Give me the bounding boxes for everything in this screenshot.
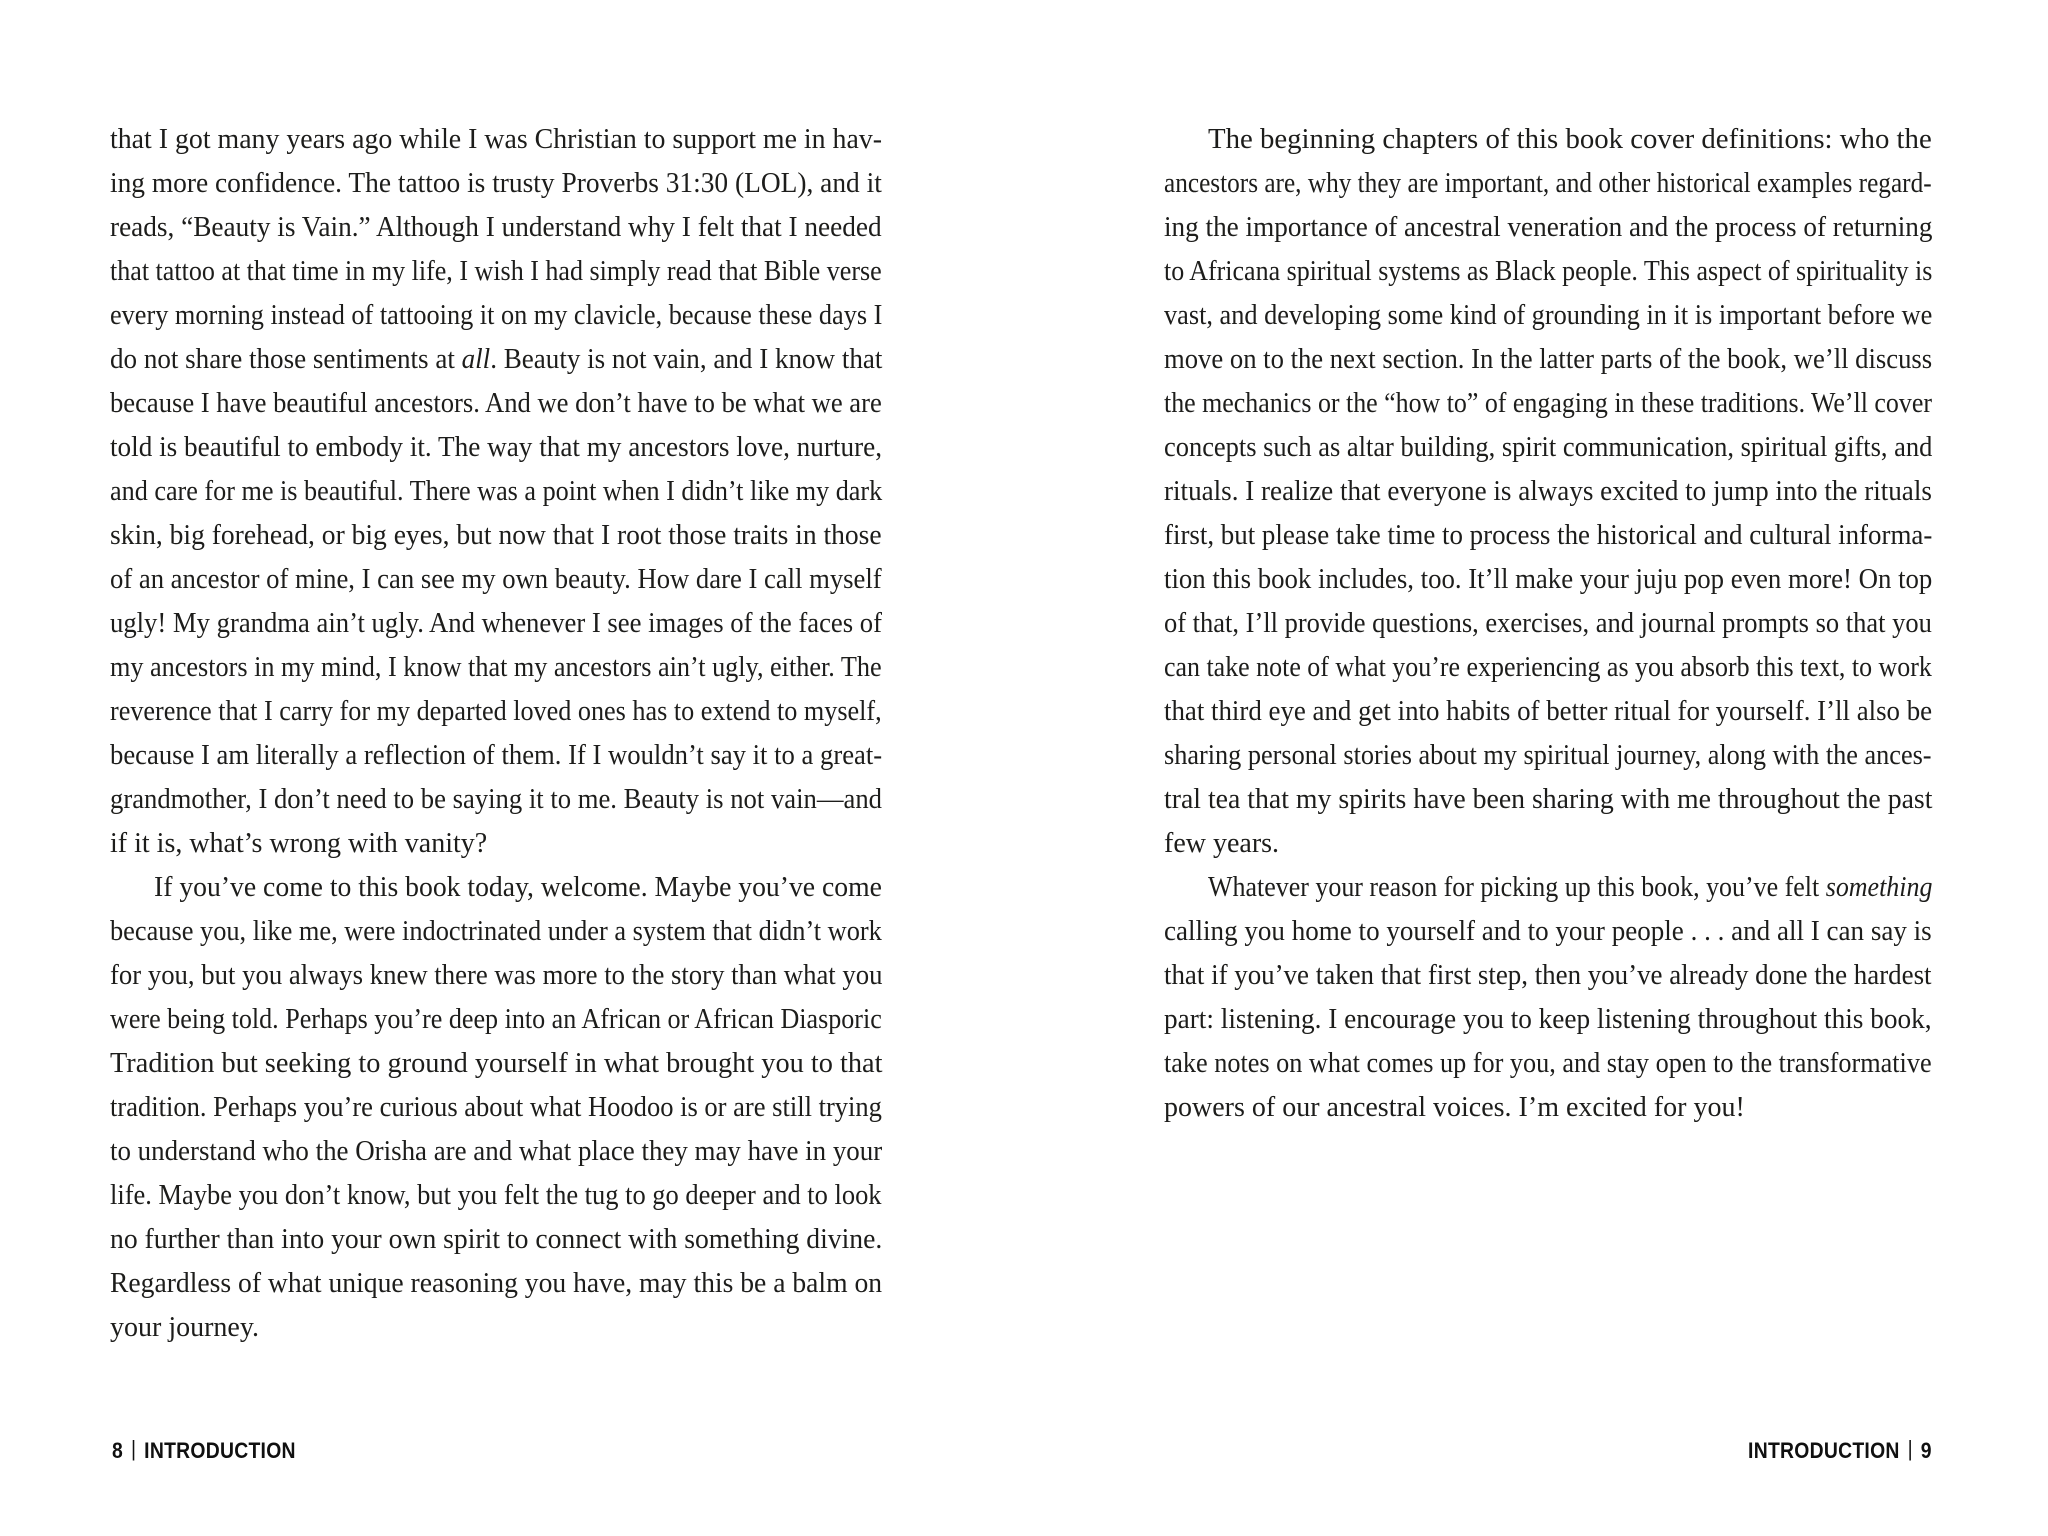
paragraph [110,118,882,866]
text-line-content: The beginning chapters of this book cover definitions: who the [1208,124,1932,155]
text-line [1164,910,1932,954]
text-line-content: that tattoo at that time in my life, I wish I had simply read that Bible verse [110,256,882,287]
text-line [1164,646,1932,690]
text-line [1164,1042,1932,1086]
text-line-content: move on to the next section. In the latter parts of the book, we’ll discuss [1164,344,1933,375]
text-line-content: If you’ve come to this book today, welcome. Maybe you’ve come [154,872,882,903]
text-line [1164,866,1932,910]
text-line [1164,118,1932,162]
text-line [110,250,882,294]
text-line [1164,470,1932,514]
text-line-content: every morning instead of tattooing it on my clavicle, because these days I [110,300,883,331]
text-line-content: Regardless of what unique reasoning you have, may this be a balm on [110,1268,883,1299]
text-line-content: of that, I’ll provide questions, exercises, and journal prompts so that you [1164,608,1932,639]
text-line-content: Tradition but seeking to ground yourself in what brought you to that [110,1048,883,1079]
text-line [110,294,882,338]
text-line-content: reverence that I carry for my departed loved ones has to extend to myself, [110,696,882,727]
text-line-content: ing the importance of ancestral veneration and the process of returning [1164,212,1933,243]
text-line-content: that third eye and get into habits of better ritual for yourself. I’ll also be [1164,696,1933,727]
text-line-content: were being told. Perhaps you’re deep into an African or African Diasporic [110,1004,882,1035]
text-line [110,1042,882,1086]
footer-separator: | [130,1436,137,1461]
right-section-title: INTRODUCTION [1748,1438,1900,1463]
text-line [110,1086,882,1130]
text-line [110,602,882,646]
text-line-content: because I have beautiful ancestors. And we don’t have to be what we are [110,388,882,419]
text-line [110,1174,882,1218]
left-section-title: INTRODUCTION [144,1438,296,1463]
text-line [110,778,882,822]
text-line-content: my ancestors in my mind, I know that my ancestors ain’t ugly, either. The [110,652,882,683]
text-line [1164,778,1932,822]
text-line [110,910,882,954]
text-line [1164,602,1932,646]
text-line [110,514,882,558]
text-line-content: few years. [1164,828,1280,859]
text-line-content: the mechanics or the “how to” of engaging in these traditions. We’ll cover [1164,388,1932,419]
text-line [110,690,882,734]
text-line [1164,382,1932,426]
text-line [1164,690,1932,734]
left-page-footer [112,1438,296,1464]
footer-separator: | [1907,1436,1914,1461]
text-line [1164,822,1932,866]
text-line-content: that if you’ve taken that first step, then you’ve already done the hardest [1164,960,1932,991]
text-line-content: tion this book includes, too. It’ll make your juju pop even more! On top [1164,564,1933,595]
text-line [1164,514,1932,558]
text-line-content: grandmother, I don’t need to be saying it to me. Beauty is not vain—and [110,784,882,815]
text-line [1164,250,1932,294]
text-line [110,558,882,602]
text-line-content: for you, but you always knew there was more to the story than what you [110,960,883,991]
text-line-content: rituals. I realize that everyone is always excited to jump into the rituals [1164,476,1932,507]
paragraph [1164,118,1932,866]
text-line-content: of an ancestor of mine, I can see my own beauty. How dare I call myself [110,564,882,595]
text-line [110,338,882,382]
text-line-content: first, but please take time to process the historical and cultural informa- [1164,520,1933,551]
text-line-content: skin, big forehead, or big eyes, but now that I root those traits in those [110,520,882,551]
text-line [110,206,882,250]
text-line [110,1218,882,1262]
text-line-content: do not share those sentiments at all. Beauty is not vain, and I know that [110,344,883,375]
text-line-content: part: listening. I encourage you to keep listening throughout this book, [1164,1004,1932,1035]
text-line [110,1130,882,1174]
left-page-body [110,118,882,1350]
text-line [110,470,882,514]
text-line-content: calling you home to yourself and to your people . . . and all I can say is [1164,916,1932,947]
text-line [110,1306,882,1350]
text-line-content: tradition. Perhaps you’re curious about what Hoodoo is or are still trying [110,1092,882,1123]
text-line [1164,338,1932,382]
text-line-content: ancestors are, why they are important, and other historical examples regard- [1164,168,1932,199]
text-line-content: take notes on what comes up for you, and stay open to the transformative [1164,1048,1932,1079]
text-line-content: because you, like me, were indoctrinated under a system that didn’t work [110,916,882,947]
text-line [1164,162,1932,206]
text-line [110,118,882,162]
text-line [1164,558,1932,602]
text-line [110,426,882,470]
paragraph [110,866,882,1350]
right-page-footer [1748,1438,1932,1464]
text-line [1164,206,1932,250]
text-line-content: if it is, what’s wrong with vanity? [110,828,488,859]
text-line [1164,426,1932,470]
text-line-content: vast, and developing some kind of grounding in it is important before we [1164,300,1933,331]
text-line-content: life. Maybe you don’t know, but you felt the tug to go deeper and to look [110,1180,882,1211]
text-line [110,998,882,1042]
paragraph [1164,866,1932,1130]
text-line-content: powers of our ancestral voices. I’m excited for you! [1164,1092,1745,1123]
text-line-content: your journey. [110,1312,260,1343]
text-line [110,822,882,866]
text-line-content: concepts such as altar building, spirit communication, spiritual gifts, and [1164,432,1933,463]
text-line-content: and care for me is beautiful. There was a point when I didn’t like my dark [110,476,883,507]
text-line-content: to Africana spiritual systems as Black people. This aspect of spirituality is [1164,256,1933,287]
text-line [1164,1086,1932,1130]
text-line-content: no further than into your own spirit to connect with something divine. [110,1224,883,1255]
text-line [110,162,882,206]
text-line-content: Whatever your reason for picking up this book, you’ve felt something [1208,872,1933,903]
left-page-number: 8 [112,1438,124,1463]
text-line [1164,294,1932,338]
text-line [110,646,882,690]
right-page-number: 9 [1920,1438,1932,1463]
text-line [1164,734,1932,778]
text-line-content: to understand who the Orisha are and what place they may have in your [110,1136,883,1167]
text-line [1164,954,1932,998]
text-line-content: because I am literally a reflection of them. If I wouldn’t say it to a great- [110,740,883,771]
text-line-content: that I got many years ago while I was Christian to support me in hav- [110,124,883,155]
right-page-body [1164,118,1932,1130]
text-line-content: told is beautiful to embody it. The way that my ancestors love, nurture, [110,432,883,463]
text-line-content: can take note of what you’re experiencing as you absorb this text, to work [1164,652,1932,683]
text-line-content: sharing personal stories about my spiritual journey, along with the ances- [1164,740,1932,771]
text-line [110,954,882,998]
text-line-content: reads, “Beauty is Vain.” Although I understand why I felt that I needed [110,212,882,243]
text-line-content: ing more confidence. The tattoo is trusty Proverbs 31:30 (LOL), and it [110,168,882,199]
text-line [110,866,882,910]
text-line [110,382,882,426]
text-line-content: tral tea that my spirits have been sharing with me throughout the past [1164,784,1933,815]
text-line [110,734,882,778]
text-line-content: ugly! My grandma ain’t ugly. And whenever I see images of the faces of [110,608,882,639]
text-line [110,1262,882,1306]
text-line [1164,998,1932,1042]
